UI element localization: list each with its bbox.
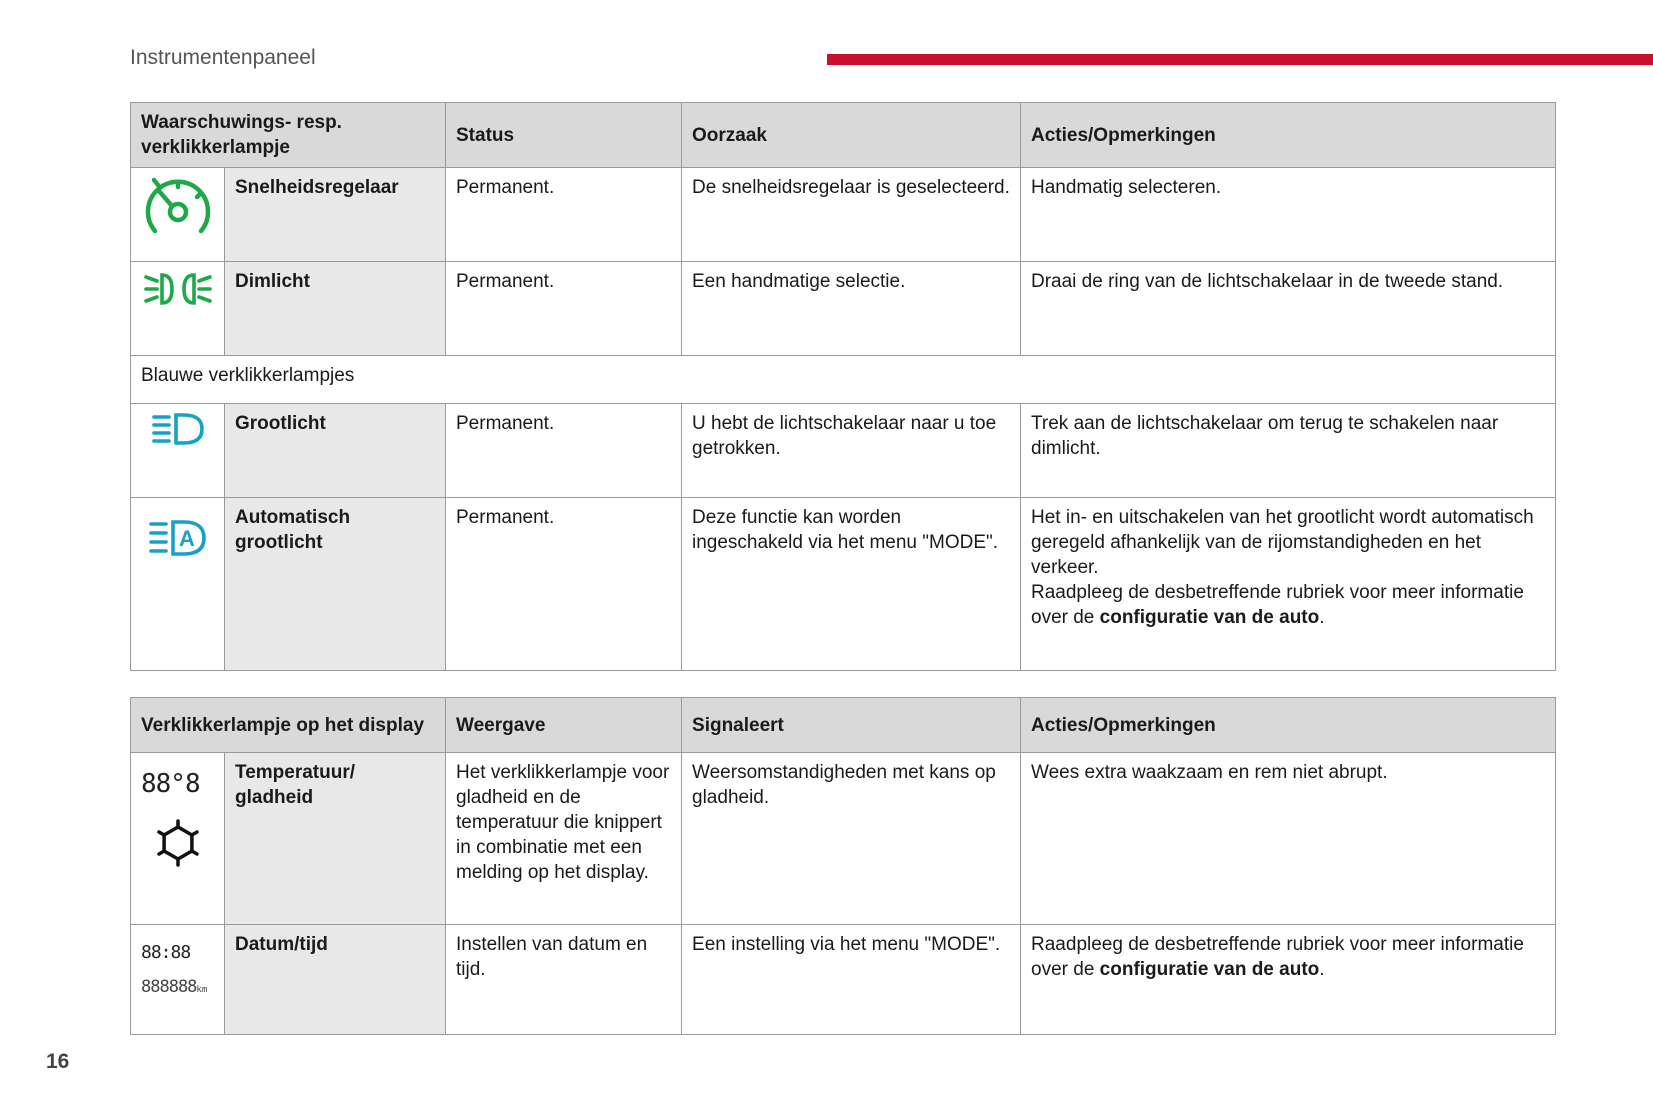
display-cell: Het verklikkerlampje voor gladheid en de temperatuur die knippert in combinatie met een melding op het display. bbox=[446, 753, 682, 925]
display-indicators-table bbox=[130, 697, 1556, 1035]
table-row bbox=[131, 262, 1556, 356]
action-text: . bbox=[1319, 607, 1325, 628]
lamp-name: Snelheidsregelaar bbox=[225, 168, 446, 262]
table-row bbox=[131, 925, 1556, 1035]
lamp-name: Grootlicht bbox=[225, 404, 446, 498]
section-row bbox=[131, 356, 1556, 404]
column-header-lamp: Waarschuwings- resp. verklikkerlampje bbox=[131, 103, 446, 168]
action-cell: Draai de ring van de lichtschakelaar in de tweede stand. bbox=[1021, 262, 1556, 356]
table-header-row bbox=[131, 698, 1556, 753]
clock-display-digits: 88:88 bbox=[141, 942, 191, 963]
odometer-digits: 888888 bbox=[141, 977, 197, 997]
table-row bbox=[131, 498, 1556, 671]
action-cell: Wees extra waakzaam en rem niet abrupt. bbox=[1021, 753, 1556, 925]
action-cell: Trek aan de lichtschakelaar om terug te schakelen naar dimlicht. bbox=[1021, 404, 1556, 498]
column-header-display: Weergave bbox=[446, 698, 682, 753]
column-header-indicator: Verklikkerlampje op het display bbox=[131, 698, 446, 753]
icon-cell bbox=[131, 262, 225, 356]
signals-cell: Weersomstandigheden met kans op gladheid. bbox=[682, 753, 1021, 925]
lamp-name: Automatisch grootlicht bbox=[225, 498, 446, 671]
action-text: . bbox=[1319, 959, 1325, 980]
table-row bbox=[131, 168, 1556, 262]
action-cell: Handmatig selecteren. bbox=[1021, 168, 1556, 262]
column-header-status: Status bbox=[446, 103, 682, 168]
indicator-name: Temperatuur/ gladheid bbox=[225, 753, 446, 925]
status-cell: Permanent. bbox=[446, 498, 682, 671]
action-text: Raadpleeg de desbetreffende rubriek voor meer informatie over de bbox=[1031, 934, 1524, 980]
icon-cell bbox=[131, 925, 225, 1035]
icon-cell bbox=[131, 753, 225, 925]
svg-text:A: A bbox=[178, 526, 195, 551]
action-cell bbox=[1021, 498, 1556, 671]
automatic-main-beam-icon bbox=[148, 518, 208, 558]
column-header-cause: Oorzaak bbox=[682, 103, 1021, 168]
status-cell: Permanent. bbox=[446, 168, 682, 262]
section-label-blue-lamps: Blauwe verklikkerlampjes bbox=[131, 356, 1556, 404]
cause-cell: Deze functie kan worden ingeschakeld via het menu "MODE". bbox=[682, 498, 1021, 671]
table-row bbox=[131, 404, 1556, 498]
status-cell: Permanent. bbox=[446, 262, 682, 356]
column-header-actions: Acties/Opmerkingen bbox=[1021, 103, 1556, 168]
icon-cell bbox=[131, 498, 225, 671]
icon-cell bbox=[131, 404, 225, 498]
action-emphasis: configuratie van de auto bbox=[1099, 607, 1320, 628]
signals-cell: Een instelling via het menu "MODE". bbox=[682, 925, 1021, 1035]
warning-lamps-table bbox=[130, 102, 1556, 671]
cause-cell: De snelheidsregelaar is geselecteerd. bbox=[682, 168, 1021, 262]
temperature-display-digits: 88°8 bbox=[141, 769, 200, 799]
header-accent-bar bbox=[827, 54, 1653, 65]
action-cell bbox=[1021, 925, 1556, 1035]
odometer-unit: km bbox=[196, 985, 208, 995]
column-header-signals: Signaleert bbox=[682, 698, 1021, 753]
status-cell: Permanent. bbox=[446, 404, 682, 498]
action-emphasis: configuratie van de auto bbox=[1099, 959, 1320, 980]
icon-cell bbox=[131, 168, 225, 262]
table-header-row bbox=[131, 103, 1556, 168]
cause-cell: U hebt de lichtschakelaar naar u toe getrokken. bbox=[682, 404, 1021, 498]
dipped-beam-icon bbox=[143, 269, 213, 309]
odometer-display-digits bbox=[141, 975, 214, 1003]
indicator-name: Datum/tijd bbox=[225, 925, 446, 1035]
lamp-name: Dimlicht bbox=[225, 262, 446, 356]
action-text: Het in- en uitschakelen van het grootlicht wordt automatisch geregeld afhankelijk van de rijomstandigheden en het verkeer. bbox=[1031, 507, 1534, 578]
cause-cell: Een handmatige selectie. bbox=[682, 262, 1021, 356]
action-text: Raadpleeg de desbetreffende rubriek voor meer informatie over de bbox=[1031, 582, 1524, 628]
display-cell: Instellen van datum en tijd. bbox=[446, 925, 682, 1035]
column-header-actions: Acties/Opmerkingen bbox=[1021, 698, 1556, 753]
table-row bbox=[131, 753, 1556, 925]
page-header-title: Instrumentenpaneel bbox=[130, 46, 316, 69]
page-number: 16 bbox=[46, 1050, 70, 1073]
cruise-control-icon bbox=[141, 175, 215, 243]
main-beam-icon bbox=[150, 411, 206, 447]
snowflake-icon bbox=[154, 819, 202, 867]
